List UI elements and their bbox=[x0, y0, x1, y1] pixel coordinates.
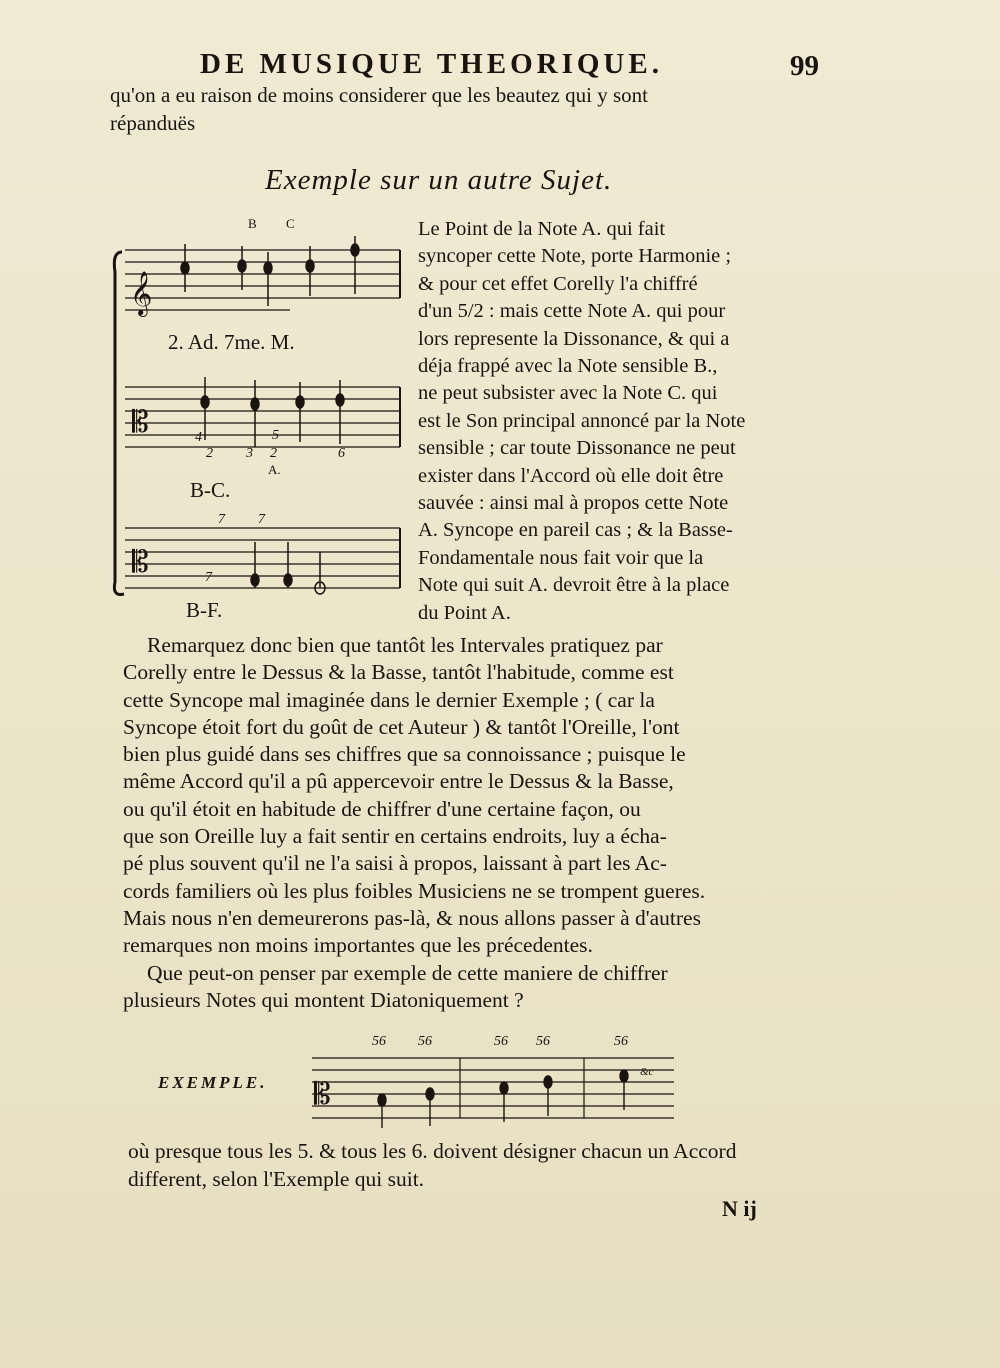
bf-figure: 7 bbox=[205, 570, 212, 585]
text-line: même Accord qu'il a pû appercevoir entre le Dessus & la Basse, bbox=[123, 769, 674, 794]
text-line: que son Oreille luy a fait sentir en certains endroits, luy a écha- bbox=[123, 824, 667, 849]
bc-figure: 5 bbox=[272, 428, 279, 443]
label-b: B bbox=[248, 216, 257, 231]
intro-text bbox=[110, 82, 648, 137]
text-line: & pour cet effet Corelly l'a chiffré bbox=[418, 272, 698, 295]
dessus-staff bbox=[125, 250, 400, 310]
clef-icon: 𝄡 bbox=[132, 405, 149, 440]
text-line: où presque tous les 5. & tous les 6. doivent désigner chacun un Accord bbox=[128, 1139, 737, 1163]
label-bf: B-F. bbox=[186, 598, 223, 622]
text-line: different, selon l'Exemple qui suit. bbox=[128, 1166, 425, 1191]
bc-figure: 2 bbox=[206, 446, 213, 461]
text-line: Le Point de la Note A. qui fait bbox=[418, 218, 666, 240]
exemple-figure: 56 bbox=[418, 1034, 432, 1049]
text-line: déja frappé avec la Note sensible B., bbox=[418, 355, 718, 378]
exemple-staff bbox=[312, 1052, 682, 1132]
body-text bbox=[123, 632, 705, 1014]
text-line: cords familiers où les plus foibles Musiciens ne se trompent gueres. bbox=[123, 878, 706, 903]
text-line: ne peut subsister avec la Note C. qui bbox=[418, 382, 718, 405]
page-number: 99 bbox=[790, 50, 819, 82]
text-line: Fondamentale nous fait voir que la bbox=[418, 546, 704, 569]
exemple-figure: 56 bbox=[494, 1034, 508, 1049]
example-title: Exemple sur un autre Sujet. bbox=[265, 164, 613, 196]
bf-figure: 7 bbox=[218, 512, 225, 527]
bc-figure: 3 bbox=[246, 446, 253, 461]
text-line: du Point A. bbox=[418, 601, 511, 624]
text-line: qu'on a eu raison de moins considerer que les beautez qui y sont bbox=[110, 83, 648, 107]
text-line: d'un 5/2 : mais cette Note A. qui pour bbox=[418, 300, 726, 323]
closing-text bbox=[128, 1138, 736, 1193]
label-c: C bbox=[286, 216, 295, 231]
signature-mark: N ij bbox=[722, 1196, 757, 1221]
music-example-figure bbox=[110, 232, 410, 612]
text-line: remarques non moins importantes que les précedentes. bbox=[123, 933, 593, 958]
running-title: DE MUSIQUE THEORIQUE. bbox=[200, 48, 663, 80]
clef-icon: 𝄡 bbox=[132, 545, 149, 580]
exemple-figure: 56 bbox=[536, 1034, 550, 1049]
text-line: est le Son principal annoncé par la Note bbox=[418, 409, 746, 432]
text-line: Remarquez donc bien que tantôt les Intervales pratiquez par bbox=[147, 633, 663, 657]
bf-figure: 7 bbox=[258, 512, 265, 527]
text-line: Mais nous n'en demeurerons pas-là, & nous allons passer à d'autres bbox=[123, 905, 701, 930]
text-line: syncoper cette Note, porte Harmonie ; bbox=[418, 245, 732, 268]
bc-figure: 2 bbox=[270, 446, 277, 461]
exemple-label: EXEMPLE. bbox=[158, 1073, 268, 1092]
right-column-text bbox=[418, 216, 745, 627]
text-line: Corelly entre le Dessus & la Basse, tantôt l'habitude, comme est bbox=[123, 660, 674, 685]
dessus-figures: 2. Ad. 7me. M. bbox=[168, 330, 295, 354]
text-line: bien plus guidé dans ses chiffres que sa connoissance ; puisque le bbox=[123, 742, 686, 767]
bf-staff bbox=[125, 528, 400, 588]
text-line: répanduës bbox=[110, 110, 196, 135]
text-line: sauvée : ainsi mal à propos cette Note bbox=[418, 492, 729, 515]
label-a: A. bbox=[268, 462, 281, 477]
text-line: lors represente la Dissonance, & qui a bbox=[418, 327, 730, 350]
text-line: ou qu'il étoit en habitude de chiffrer d'une certaine façon, ou bbox=[123, 796, 641, 821]
bc-staff bbox=[125, 387, 400, 447]
exemple-figure: 56 bbox=[614, 1034, 628, 1049]
text-line: pé plus souvent qu'il ne l'a saisi à propos, laissant à part les Ac- bbox=[123, 851, 667, 876]
text-line: exister dans l'Accord où elle doit être bbox=[418, 464, 724, 487]
text-line: sensible ; car toute Dissonance ne peut bbox=[418, 437, 736, 460]
treble-clef-icon: 𝄞 bbox=[130, 271, 153, 315]
text-line: Syncope étoit fort du goût de cet Auteur ) & tantôt l'Oreille, l'ont bbox=[123, 714, 680, 739]
text-line: cette Syncope mal imaginée dans le dernier Exemple ; ( car la bbox=[123, 687, 655, 712]
text-line: Que peut-on penser par exemple de cette maniere de chiffrer bbox=[147, 960, 668, 985]
label-bc: B-C. bbox=[190, 478, 231, 502]
clef-icon: 𝄡 bbox=[314, 1077, 331, 1112]
etc-mark: &c bbox=[640, 1066, 654, 1078]
bc-figure: 6 bbox=[338, 446, 345, 461]
text-line: plusieurs Notes qui montent Diatoniquement ? bbox=[123, 987, 524, 1012]
exemple-figure: 56 bbox=[372, 1034, 386, 1049]
text-line: Note qui suit A. devroit être à la place bbox=[418, 574, 730, 597]
text-line: A. Syncope en pareil cas ; & la Basse- bbox=[418, 519, 733, 542]
bc-figure: 4 bbox=[195, 430, 202, 445]
